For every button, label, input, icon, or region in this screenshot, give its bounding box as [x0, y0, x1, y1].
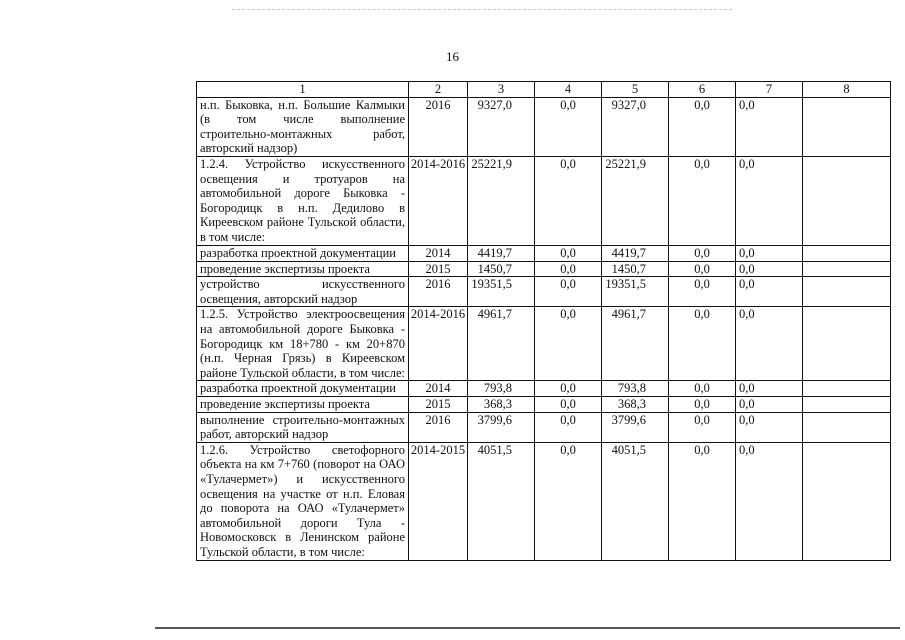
column-header: 7	[736, 82, 803, 98]
row-col8	[803, 261, 891, 277]
row-years: 2016	[409, 97, 468, 156]
scan-artifact-bottom-line	[155, 627, 900, 629]
row-total: 19351,5	[468, 277, 535, 307]
row-col5: 368,3	[602, 396, 669, 412]
row-col5: 4961,7	[602, 307, 669, 381]
row-col7: 0,0	[736, 261, 803, 277]
table-row	[197, 245, 891, 261]
row-col4: 0,0	[535, 412, 602, 442]
row-col6: 0,0	[669, 277, 736, 307]
row-years: 2014	[409, 381, 468, 397]
row-col6: 0,0	[669, 442, 736, 560]
budget-table	[196, 81, 891, 561]
row-name: разработка проектной документации	[197, 381, 409, 397]
scan-artifact-top-line	[232, 9, 732, 10]
row-col4: 0,0	[535, 261, 602, 277]
row-col4: 0,0	[535, 381, 602, 397]
row-years: 2014-2015	[409, 442, 468, 560]
row-total: 793,8	[468, 381, 535, 397]
row-col8	[803, 156, 891, 245]
row-col4: 0,0	[535, 97, 602, 156]
page-number: 16	[446, 49, 459, 64]
row-years: 2014	[409, 245, 468, 261]
row-col7: 0,0	[736, 412, 803, 442]
row-name: выполнение строительно-монтажных работ, авторский надзор	[197, 412, 409, 442]
table-row	[197, 277, 891, 307]
row-col6: 0,0	[669, 396, 736, 412]
table-row	[197, 307, 891, 381]
row-col6: 0,0	[669, 307, 736, 381]
row-years: 2015	[409, 396, 468, 412]
row-years: 2016	[409, 277, 468, 307]
row-col5: 9327,0	[602, 97, 669, 156]
row-col7: 0,0	[736, 442, 803, 560]
row-name: 1.2.6. Устройство светофорного объекта на км 7+760 (поворот на ОАО «Тулачермет») и искусственного освещения на участке от н.п. Еловая до поворота на ОАО «Тулачермет» автомобильной дороги Тула - Новомосковск в Ленинском районе Тульской области, в том числе:	[197, 442, 409, 560]
row-col8	[803, 412, 891, 442]
column-header: 4	[535, 82, 602, 98]
table-row	[197, 412, 891, 442]
row-name: устройство искусственного освещения, авторский надзор	[197, 277, 409, 307]
row-col6: 0,0	[669, 381, 736, 397]
row-col7: 0,0	[736, 97, 803, 156]
row-total: 3799,6	[468, 412, 535, 442]
row-name: разработка проектной документации	[197, 245, 409, 261]
row-col6: 0,0	[669, 97, 736, 156]
row-col8	[803, 245, 891, 261]
row-total: 1450,7	[468, 261, 535, 277]
row-total: 4961,7	[468, 307, 535, 381]
row-total: 4419,7	[468, 245, 535, 261]
row-years: 2014-2016	[409, 307, 468, 381]
column-header: 5	[602, 82, 669, 98]
table-row	[197, 261, 891, 277]
table-row	[197, 396, 891, 412]
row-name: проведение экспертизы проекта	[197, 261, 409, 277]
column-header: 2	[409, 82, 468, 98]
row-col8	[803, 277, 891, 307]
row-col4: 0,0	[535, 442, 602, 560]
table-row	[197, 381, 891, 397]
row-col4: 0,0	[535, 245, 602, 261]
row-col5: 19351,5	[602, 277, 669, 307]
row-col5: 4051,5	[602, 442, 669, 560]
row-total: 368,3	[468, 396, 535, 412]
row-name: 1.2.5. Устройство электроосвещения на автомобильной дороге Быковка - Богородицк км 18+780 - км 20+870 (н.п. Черная Грязь) в Киреевском районе Тульской области, в том числе:	[197, 307, 409, 381]
row-col4: 0,0	[535, 277, 602, 307]
row-col8	[803, 396, 891, 412]
row-col7: 0,0	[736, 277, 803, 307]
row-col5: 3799,6	[602, 412, 669, 442]
row-name: н.п. Быковка, н.п. Большие Калмыки (в том числе выполнение строительно-монтажных работ, авторский надзор)	[197, 97, 409, 156]
row-col6: 0,0	[669, 156, 736, 245]
column-header: 1	[197, 82, 409, 98]
row-col5: 25221,9	[602, 156, 669, 245]
row-col8	[803, 442, 891, 560]
table-row	[197, 442, 891, 560]
row-col5: 793,8	[602, 381, 669, 397]
row-years: 2015	[409, 261, 468, 277]
row-col8	[803, 307, 891, 381]
row-col6: 0,0	[669, 261, 736, 277]
row-col4: 0,0	[535, 307, 602, 381]
row-total: 25221,9	[468, 156, 535, 245]
column-header: 8	[803, 82, 891, 98]
row-col4: 0,0	[535, 156, 602, 245]
row-col7: 0,0	[736, 307, 803, 381]
row-col5: 1450,7	[602, 261, 669, 277]
row-total: 4051,5	[468, 442, 535, 560]
row-col6: 0,0	[669, 412, 736, 442]
column-header: 6	[669, 82, 736, 98]
table-row	[197, 156, 891, 245]
row-col5: 4419,7	[602, 245, 669, 261]
row-name: 1.2.4. Устройство искусственного освещения и тротуаров на автомобильной дороге Быковка - Богородицк в н.п. Дедилово в Киреевском районе Тульской области, в том числе:	[197, 156, 409, 245]
row-col7: 0,0	[736, 156, 803, 245]
table-row	[197, 97, 891, 156]
table-header-row	[197, 82, 891, 98]
row-col7: 0,0	[736, 245, 803, 261]
column-header: 3	[468, 82, 535, 98]
row-col7: 0,0	[736, 396, 803, 412]
row-col7: 0,0	[736, 381, 803, 397]
row-col8	[803, 381, 891, 397]
row-years: 2016	[409, 412, 468, 442]
row-years: 2014-2016	[409, 156, 468, 245]
row-col4: 0,0	[535, 396, 602, 412]
row-total: 9327,0	[468, 97, 535, 156]
row-col6: 0,0	[669, 245, 736, 261]
row-name: проведение экспертизы проекта	[197, 396, 409, 412]
row-col8	[803, 97, 891, 156]
